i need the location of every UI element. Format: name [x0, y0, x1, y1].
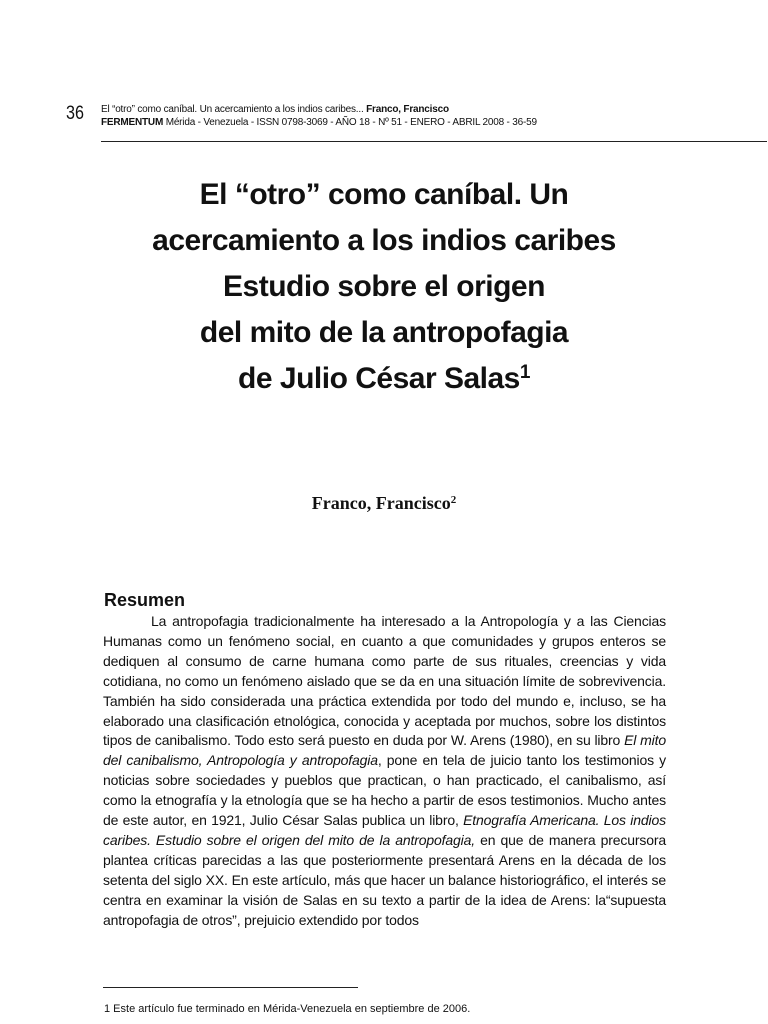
- footnote-rule: [103, 987, 358, 988]
- author-name-text: Franco, Francisco: [311, 493, 451, 513]
- author-name: [100, 493, 668, 514]
- running-header-line-1: [101, 103, 741, 116]
- author-footnote-mark[interactable]: 2: [450, 494, 457, 506]
- running-header-journal: FERMENTUM: [101, 117, 164, 128]
- abstract-text: La antropofagia tradicionalmente ha interesado a la Antropología y a las Ciencias Humanas como un fenómeno social, en cuanto a que comunidades y grupos enteros se dediquen al consumo de carne humana como parte de sus rituales, creencias y vida cotidiana, no como un fenómeno aislado que se da en una situación límite de sobrevivencia. También ha sido considerada una práctica extendida por todo del mundo e, incluso, se ha elaborado una clasificación etnológica, conocida y aceptada por muchos, sobre los distintos tipos de canibalismo. Todo esto será puesto en duda por W. Arens (1980), en su libro: [103, 613, 666, 749]
- footnote-1: 1 Este artículo fue terminado en Mérida-Venezuela en septiembre de 2006.: [104, 1003, 471, 1015]
- title-line: Estudio sobre el origen: [223, 270, 545, 303]
- title-line-text: de Julio César Salas: [238, 362, 520, 395]
- abstract-text: en que de manera precursora plantea críticas parecidas a las que posteriormente presentará Arens en la década de los setenta del siglo XX. En este artículo, más que hacer un balance historiográfico, el interés se centra en examinar la visión de Salas en su texto a partir de la idea de Arens: la: [103, 831, 666, 908]
- abstract-book-title: Etnografía Americana. Los indios caribes. Estudio sobre el origen del mito de la antropofagia,: [103, 812, 666, 848]
- abstract-body: [103, 612, 666, 931]
- running-header-article-title: El “otro” como caníbal. Un acercamiento a los indios caribes...: [101, 104, 364, 115]
- abstract-heading: Resumen: [104, 590, 186, 610]
- article-title: [100, 172, 668, 402]
- abstract-text: , pone en tela de juicio tanto los testimonios y noticias sobre sociedades y pueblos que practican, o han practicado, el canibalismo, así como la etnografía y la etnología que se ha hecho a partir de esos testimonios. Mucho antes de este autor, en 1921, Julio César Salas publica un libro,: [103, 752, 666, 829]
- title-line: del mito de la antropofagia: [199, 316, 569, 349]
- running-header-authors: Franco, Francisco: [366, 104, 449, 115]
- header-rule: [101, 141, 767, 142]
- abstract-quote: “supuesta antropofagia de otros”: [103, 891, 666, 928]
- running-header-line-2: [101, 116, 741, 129]
- running-header: [101, 103, 741, 129]
- abstract-book-title: El mito del canibalismo, Antropología y antropofagia: [103, 732, 666, 769]
- title-line: El “otro” como caníbal. Un: [199, 178, 569, 211]
- title-footnote-mark[interactable]: 1: [519, 362, 530, 383]
- page-number: 36: [66, 103, 84, 124]
- running-header-details: Mérida - Venezuela - ISSN 0798-3069 - AÑO 18 - Nº 51 - ENERO - ABRIL 2008 - 36-59: [165, 117, 537, 128]
- abstract-text: , prejuicio extendido por todos: [236, 911, 419, 928]
- title-line: acercamiento a los indios caribes: [152, 224, 616, 257]
- title-line-last: [100, 356, 668, 402]
